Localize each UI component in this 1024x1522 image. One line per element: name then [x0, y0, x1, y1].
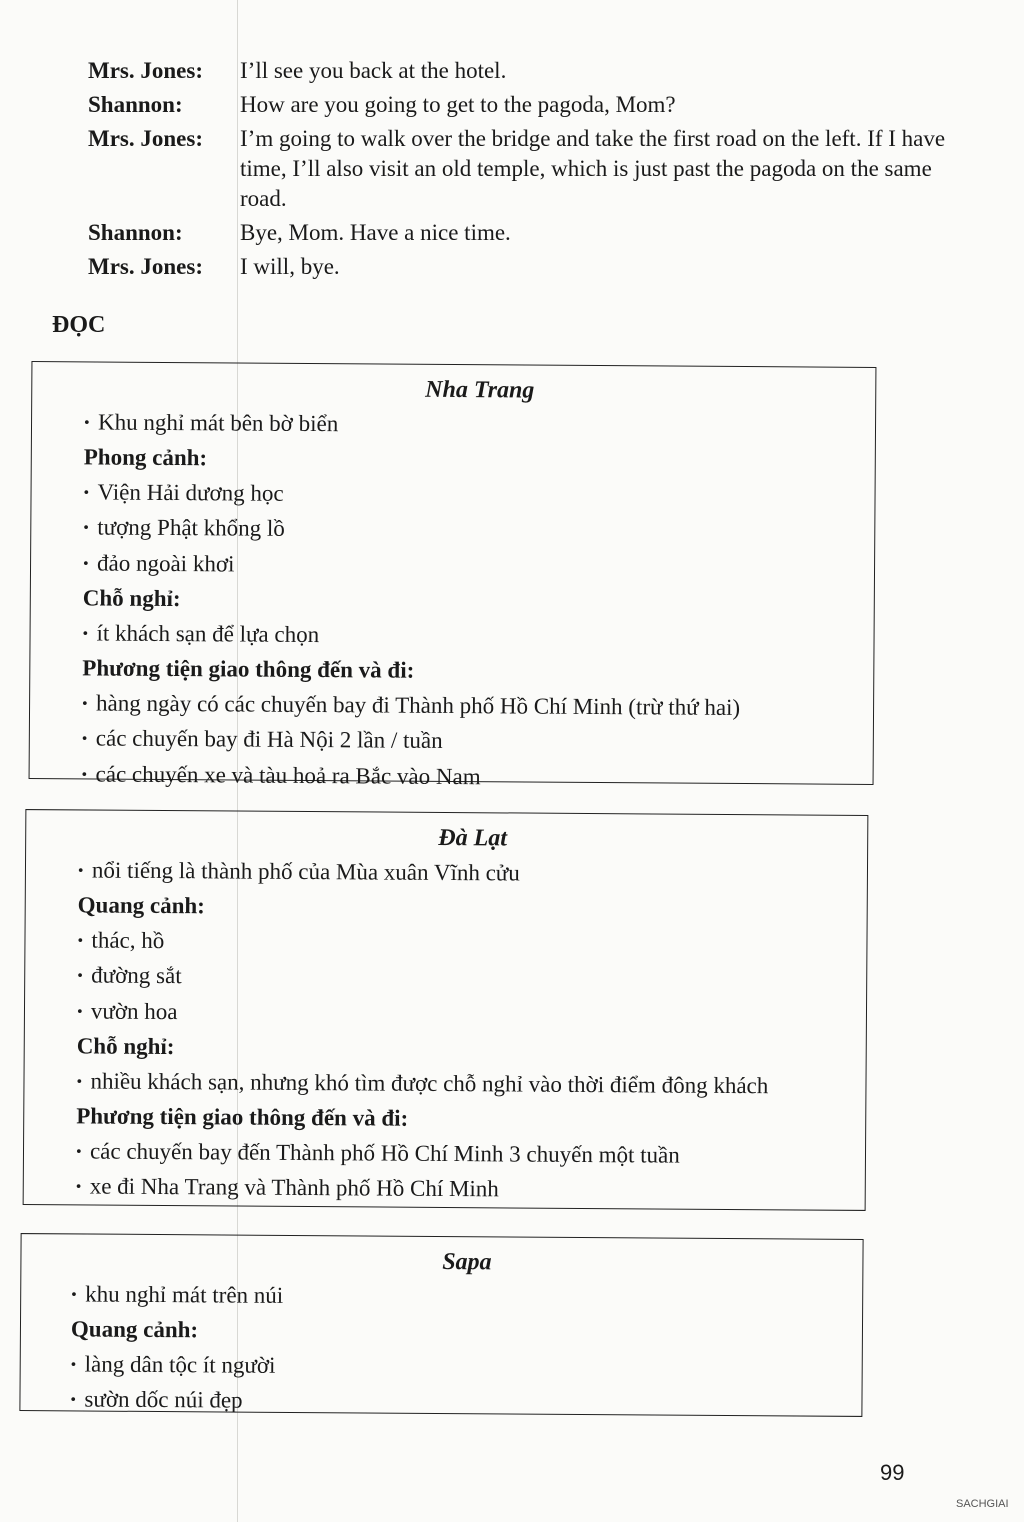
box-section-label: Chỗ nghỉ: [82, 585, 181, 612]
box-title: Nha Trang [425, 376, 535, 404]
box-title: Sapa [442, 1249, 492, 1276]
box-bullet-item: • hàng ngày có các chuyến bay đi Thành phố Hồ Chí Minh (trừ thứ hai) [82, 686, 873, 727]
watermark-logo: SACHGIAI [956, 1498, 1009, 1510]
box-bullet-item: • xe đi Nha Trang và Thành phố Hồ Chí Minh [76, 1169, 865, 1210]
speech-text: I’ll see you back at the hotel. [240, 58, 507, 83]
info-box-nha-trang [29, 361, 877, 789]
dialogue-turn [88, 56, 948, 86]
box-bullet-item: • đảo ngoài khơi [83, 546, 874, 587]
box-bullet-item: • làng dân tộc ít người [71, 1347, 862, 1388]
speaker-name: Shannon: [88, 92, 183, 117]
box-bullet-item: • vườn hoa [77, 994, 866, 1035]
box-bullet-item: • khu nghỉ mát trên núi [71, 1277, 862, 1318]
box-bullet-item: • tượng Phật khổng lồ [83, 510, 874, 551]
box-lines [81, 405, 875, 798]
speaker-name: Mrs. Jones: [88, 254, 203, 279]
box-lines [76, 853, 867, 1210]
speaker-name: Mrs. Jones: [88, 58, 203, 83]
speech-text: I’m going to walk over the bridge and take the first road on the left. If I have time, I’ll also visit an old temple, which is just past the pagoda on the same road. [240, 126, 946, 211]
speaker-name: Shannon: [88, 220, 183, 245]
info-box-da-lat [23, 809, 869, 1211]
box-bullet-item: • nhiều khách sạn, nhưng khó tìm được chỗ nghỉ vào thời điểm đông khách [76, 1064, 865, 1105]
box-section-label: Chỗ nghỉ: [76, 1033, 175, 1060]
page-number: 99 [880, 1460, 905, 1485]
box-section-label: Phong cảnh: [83, 444, 208, 471]
box-bullet-item: • các chuyến xe và tàu hoả ra Bắc vào Nam [81, 757, 872, 798]
box-lines [70, 1277, 862, 1424]
box-bullet-item: • Khu nghỉ mát bên bờ biển [84, 405, 875, 446]
section-heading: ĐỌC [52, 312, 106, 338]
box-bullet-item: • nổi tiếng là thành phố của Mùa xuân Vĩnh cửu [78, 853, 867, 894]
box-bullet-item: • sườn dốc núi đẹp [70, 1382, 861, 1423]
box-bullet-item: • ít khách sạn để lựa chọn [82, 616, 873, 657]
dialogue-block [88, 56, 948, 286]
speech-text: How are you going to get to the pagoda, Mom? [240, 92, 676, 117]
info-box-sapa [19, 1233, 863, 1417]
box-bullet-item: • các chuyến bay đến Thành phố Hồ Chí Minh 3 chuyến một tuần [76, 1134, 865, 1175]
box-bullet-item: • Viện Hải dương học [83, 475, 874, 516]
speaker-name: Mrs. Jones: [88, 126, 203, 151]
box-section-label: Phương tiện giao thông đến và đi: [82, 655, 415, 683]
box-bullet-item: • các chuyến bay đi Hà Nội 2 lần / tuần [82, 721, 873, 762]
box-bullet-item: • thác, hồ [77, 923, 866, 964]
speech-text: Bye, Mom. Have a nice time. [240, 220, 511, 245]
box-title: Đà Lạt [438, 824, 508, 852]
box-section-label: Quang cảnh: [77, 892, 205, 919]
box-section-label: Quang cảnh: [70, 1316, 199, 1343]
dialogue-turn [88, 90, 948, 120]
speech-text: I will, bye. [240, 254, 340, 279]
box-section-label: Phương tiện giao thông đến và đi: [76, 1103, 409, 1131]
dialogue-turn [88, 218, 948, 248]
dialogue-turn [88, 252, 948, 282]
box-bullet-item: • đường sắt [77, 958, 866, 999]
dialogue-turn [88, 124, 948, 214]
